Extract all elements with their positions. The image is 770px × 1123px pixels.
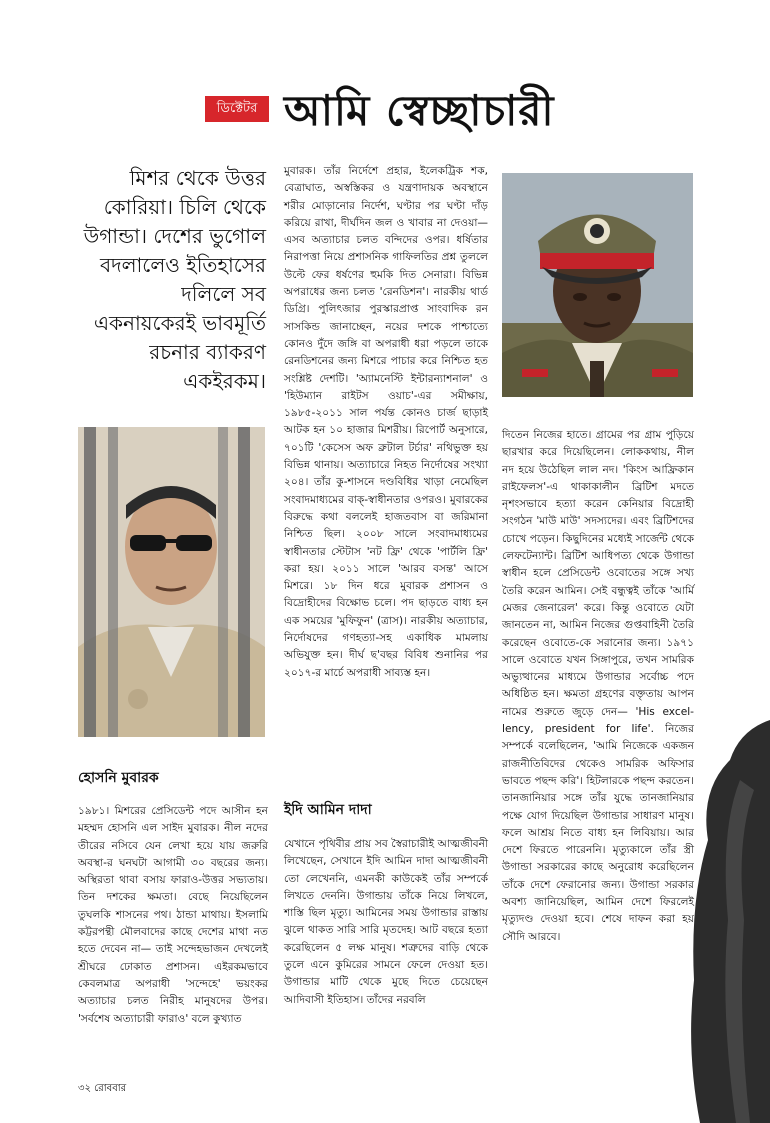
article-column-mubarak: ১৯৮১। মিশরের প্রেসিডেন্ট পদে আসীন হন মহম্মদ হোসনি এল সাইদ মুবারক। নীল নদের তীরের নসিবে যেন লেখা হয়ে যায় জরুরি অবস্থা-র ঘনঘটা আগামী ৩০ বছরের জন্য। অস্থিরতা থাবা বসায় ফারাও-উত্তর সভ্যতায়। তিন দশকের ক্ষমতা। বেছে নিয়েছিলেন তুঘলকি শাসনের পথ। ঠান্ডা মাথায়। ইসলামি কট্টরপন্থী মৌলবাদের কাছে দেশের মাথা নত হতে দেবেন না— তাই সন্দেহভাজন দেখলেই শ্রীঘরে ঢোকাত প্রশাসন। এইরকমভাবে কেবলমাত্র অপরাধী 'সন্দেহে' ভয়ংকর অত্যাচার চলত নিরীহ মানুষদের উপর। 'সর্বশেষ অত্যাচারী ফারাও' বলে কুখ্যাত <box>78 805 268 1025</box>
subhead-hosni-mubarak: হোসনি মুবারক <box>78 770 159 786</box>
subhead-idi-amin: ইদি আমিন দাদা <box>284 802 372 818</box>
idi-amin-photo <box>502 173 693 397</box>
article-column-amin: যেখানে পৃথিবীর প্রায় সব স্বৈরাচারীই আত্মজীবনী লিখেছেন, সেখানে ইদি আমিন দাদা আত্মজীবনী তো লেখেননি, এমনকী কাউকেই তাঁর সম্পর্কে লিখতে দেননি। উগান্ডায় তাঁকে নিয়ে লিখলে, শাস্তি ছিল মৃত্যু। আমিনের সময় উগান্ডার রাস্তায় ঝুলে থাকত সারি সারি মৃতদেহ। আট বছরে হত্যা করেছিলেন ৫ লক্ষ মানুষ। শত্রুদের বাড়ি থেকে তুলে এনে কুমিরের সামনে ফেলে দেওয়া হত। উগান্ডার মাটি থেকে মুছে দিতে চেয়েছেন আদিবাসী ইতিহাস। তাঁদের নরবলি <box>284 838 488 1006</box>
article-column-amin-cont: দিতেন নিজের হাতে। গ্রামের পর গ্রাম পুড়িয়ে ছারখার করে দিয়েছিলেন। লোককথায়, নীল নদ হয়ে উঠেছিল লাল নদ। 'কিংস আফ্রিকান রাইফেলস'-এ থাকাকালীন ব্রিটিশ মদতে নৃশংসভাবে হত্যা করেন কেনিয়ার বিদ্রোহী সংগঠন 'মাউ মাউ' সদস্যদের। এবং ব্রিটিশদের চোখে পড়েন। কিছুদিনের মধ্যেই সার্জেন্ট থেকে লেফটেন্যান্ট। ব্রিটিশ আধিপত্য থেকে উগান্ডা স্বাধীন হলে প্রেসিডেন্ট ওবোতের সঙ্গে সখ্য তৈরি করেন আমিন। সেই বন্ধুত্বই তাঁকে 'আর্মি মেজর জেনারেল' করে। কিন্তু ওবোতে যেটা জানতেন না, আমিন নিজের গুপ্তবাহিনী তৈরি করেছেন ওবোতে-কে সরানোর জন্য। ১৯৭১ সালে ওবোতে যখন সিঙ্গাপুরে, তখন সামরিক অভ্যুত্থানের মাধ্যমে উগান্ডার সর্বোচ্চ পদে অধিষ্ঠিত হন। ক্ষমতা গ্রহণের বক্তৃতায় আপন নামের শুরুতে জুড়ে দেন— 'His excel-lency, president for life'. নিজের সম্পর্কে বলেছিলেন, 'আমি নিজেকে একজন রাজনীতিবিদের থেকেও সামরিক অফিসার ভাবতে পছন্দ করি'। হিটলারকে পছন্দ করতেন। তানজানিয়ার সঙ্গে তাঁর যুদ্ধে তানজানিয়ার পক্ষে যোগ দিয়েছিল উগান্ডার সাধারণ মানুষ। ফলে আশ্রয় নিতে বাধ্য হন লিবিয়ায়। আর দেশে ফিরতে পারেননি। মৃত্যুকালে তাঁর স্ত্রী উগান্ডা সরকারের কাছে অনুরোধ করেছিলেন তাঁকে দেশে ফেরানোর জন্য। উগান্ডা সরকার অবশ্য জানিয়েছিল, আমিন দেশে ফিরলেই মৃত্যুদণ্ড দেওয়া হবে। শেষে দাফন করা হয় সৌদি আরবে। <box>502 429 694 943</box>
figure-silhouette <box>680 720 770 1123</box>
page-folio: ৩২ রোববার <box>78 1083 127 1094</box>
section-tag: ডিক্টেটর <box>205 96 269 122</box>
hosni-mubarak-photo <box>78 427 265 737</box>
deck-intro: মিশর থেকে উত্তর কোরিয়া। চিলি থেকে উগান্ডা। দেশের ভুগোল বদলালেও ইতিহাসের দলিলে সব একনায়কেরই ভাবমূর্তি রচনার ব্যাকরণ একইরকম। <box>83 166 266 393</box>
article-column-mubarak-cont: মুবারক। তাঁর নির্দেশে প্রহার, ইলেকট্রিক শক, বেত্রাঘাত, অস্বস্তিকর ও যন্ত্রণাদায়ক অবস্থানে শরীর মোড়ানোর নির্দেশ, ঘণ্টার পর ঘণ্টা দাঁড় করিয়ে রাখা, দীর্ঘদিন জল ও খাবার না দেওয়া— এসব অত্যাচার চলত বন্দিদের ওপর। ধর্ষিতার নিরাপত্তা নিয়ে প্রশাসনিক গাফিলতির প্রশ্ন তুললে উল্টে ফের ধর্ষণের হুমকি দিত সেনারা। বিভিন্ন অপরাধের জন্য চলত 'রেনডিশন'। নারকীয় থার্ড ডিগ্রি। পুলিৎজার পুরস্কারপ্রাপ্ত সাংবাদিক রন সাসকিন্ড জানাচ্ছেন, নয়ের দশকে পাশ্চাত্যে কোনও দুঁদে জঙ্গি বা অপরাধী ধরা পড়লে তাকে রেনডিশনের জন্য মিশরে পাচার করে নিশ্চিত হত সংশ্লিষ্ট দেশটি। 'অ্যামনেস্টি ইন্টারন্যাশনাল' ও 'হিউম্যান রাইটস ওয়াচ'-এর সমীক্ষায়, ১৯৮৫-২০১১ সাল পর্যন্ত কোনও চার্জ ছাড়াই আটক হন ১০ হাজার মিশরীয়। রিপোর্ট অনুসারে, ৭০১টি 'কেসেস অফ ব্রুটাল টর্চার' নথিভুক্ত হয় বিভিন্ন থানায়। অত্যাচারে নিহত নির্দোষের সংখ্যা ২০৪। তাঁর কু-শাসনে দণ্ডবিধির খাড়া নেমেছিল সংবাদমাধ্যমের বাক্-স্বাধীনতার ওপরও। মুবারকের বিরুদ্ধে কথা বললেই হাজতবাস বা জরিমানা নিশ্চিত ছিল। ২০০৮ সালে সংবাদমাধ্যমের স্বাধীনতার স্টেটাস 'নট ফ্রি' থেকে 'পার্টলি ফ্রি' করা হয়। ২০১১ সালে 'আরব বসন্ত' আসে মিশরে। ১৮ দিন ধরে মুবারক প্রশাসন ও বিদ্রোহীদের বিক্ষোভ চলে। পদ ছাড়তে বাধ্য হন এক সময়ের 'মুফিফুন' (ত্রাস)। নারকীয় অত্যাচার, নির্দোষদের গণহত্যা-সহ একাধিক মামলায় অভিযুক্ত হন। দীর্ঘ ছ'বছর বিবিধ শুনানির পর ২০১৭-র মার্চে অপরাধী সাব্যস্ত হন। <box>284 165 488 679</box>
headline: আমি স্বেচ্ছাচারী <box>284 86 555 135</box>
